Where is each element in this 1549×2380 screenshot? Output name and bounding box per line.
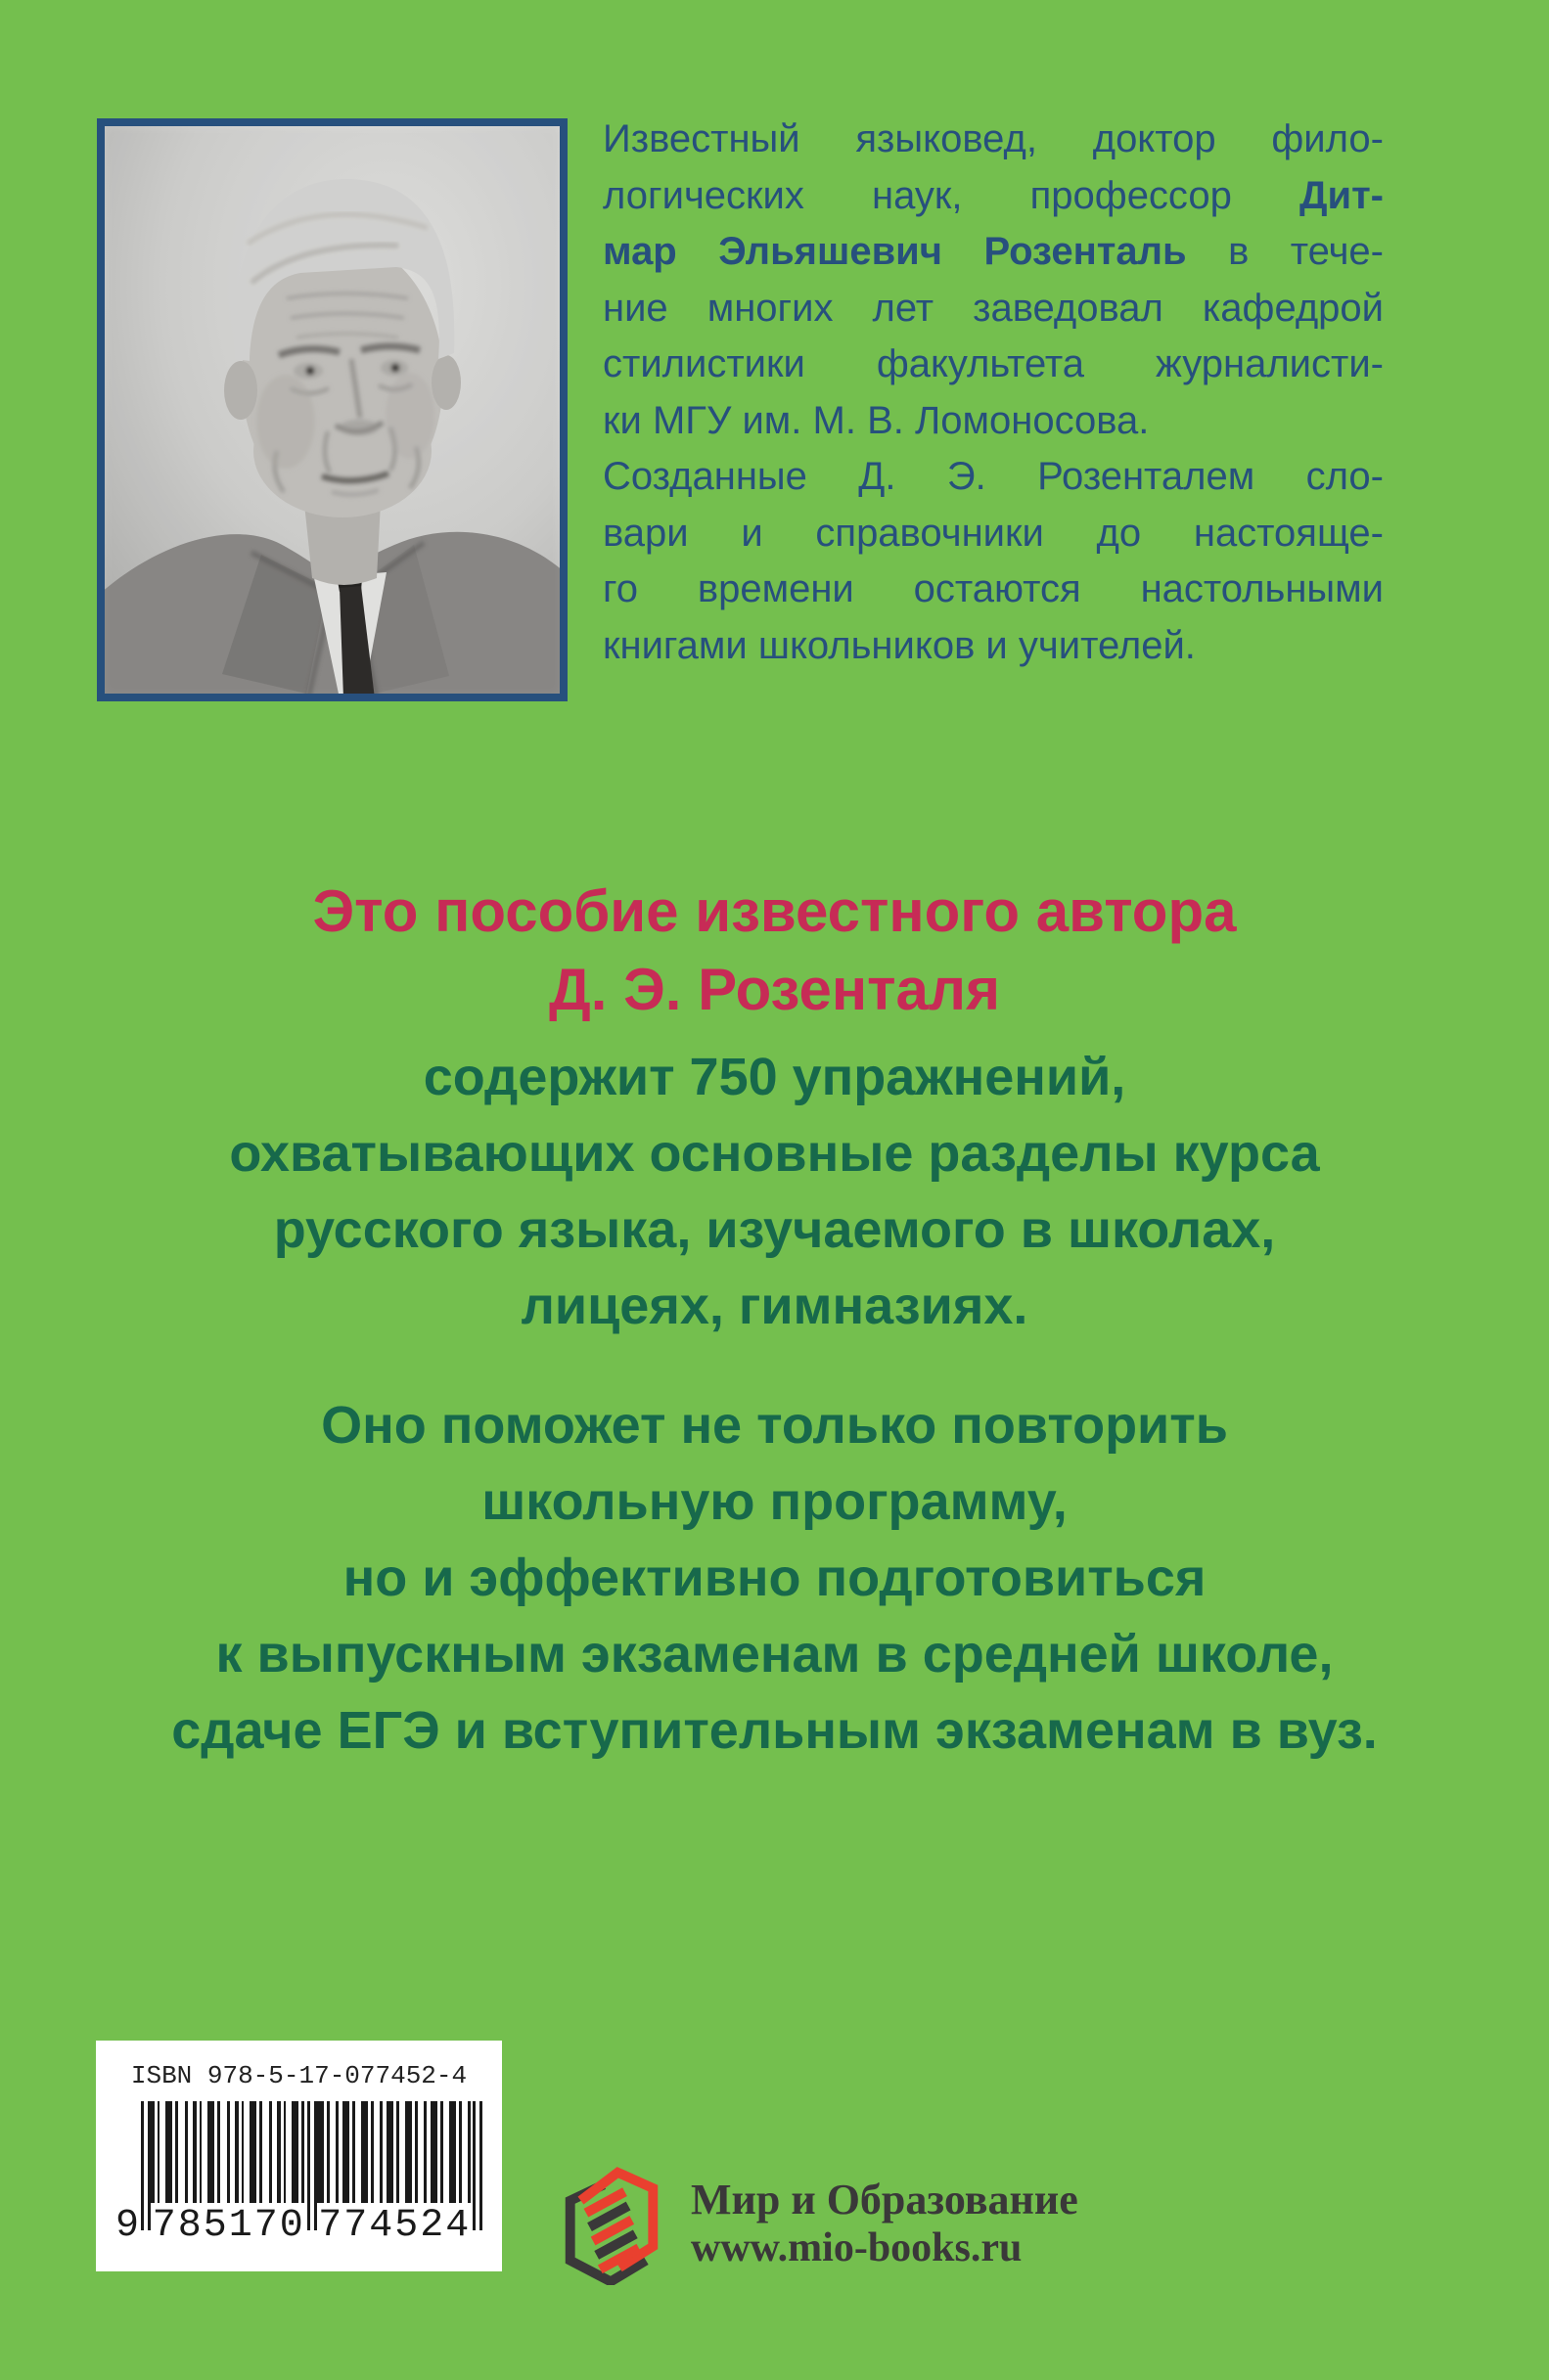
about-line [603,224,1384,281]
ean-digits-2: 774524 [318,2204,472,2248]
barcode-panel [96,2041,502,2271]
about-line [603,393,1384,450]
about-line [603,618,1384,675]
about-line [603,449,1384,506]
isbn-label: ISBN 978-5-17-077452-4 [130,2061,468,2090]
description-line: школьную программу, [481,1472,1068,1531]
ean-guard-right [473,2101,482,2230]
ean-digits-1: 785170 [152,2204,305,2248]
text-run: стилистики факультета журналисти- [603,342,1384,385]
text-run: книгами школьников и учителей. [603,623,1196,667]
description-line: но и эффективно подготовиться [342,1549,1207,1607]
ean-region-2 [317,2101,474,2246]
ean-first-digit: 9 [115,2204,140,2248]
description-line: сдаче ЕГЭ и вступительным экзаменам в вуз. [171,1701,1378,1760]
publisher-name: Мир и Образование [691,2176,1078,2223]
ean-guard-center [307,2101,317,2230]
about-line [603,168,1384,225]
highlight-heading [39,873,1510,1029]
description-line: лицеях, гимназиях. [521,1277,1028,1335]
text-run: в тече- [1186,230,1384,273]
description-line: Оно поможет не только повторить [321,1396,1228,1455]
publisher-logo [554,2162,1078,2285]
about-line [603,281,1384,337]
author-photo-image [105,126,560,694]
ean-guard-left [141,2101,151,2230]
ean-region-1 [151,2101,307,2246]
text-run: Созданные Д. Э. Розенталем сло- [603,455,1384,498]
about-line [603,506,1384,562]
text-run-bold: Дит- [1299,173,1384,217]
text-run: ние многих лет заведовал кафедрой [603,286,1384,330]
open-books-icon [554,2162,669,2285]
description-line: охватывающих основные разделы курса [229,1124,1320,1183]
text-run: логических наук, профессор [603,173,1299,217]
text-run-bold: мар Эльяшевич Розенталь [603,230,1187,273]
about-line [603,112,1384,168]
description-line: содержит 750 упражнений, [423,1048,1126,1106]
ean-bars-1 [151,2101,307,2203]
description-block-1 [29,1039,1520,1344]
about-line [603,337,1384,393]
ean-barcode [115,2101,482,2246]
description-line: русского языка, изучаемого в школах, [273,1200,1276,1259]
description-line: к выпускным экзаменам в средней школе, [215,1625,1334,1684]
text-run: ки МГУ им. М. В. Ломоносова. [603,398,1150,442]
about-line [603,561,1384,618]
author-photo [97,118,568,701]
ean-bars-2 [317,2101,474,2203]
about-author-text [603,112,1384,674]
text-run: го времени остаются настольными [603,567,1384,610]
publisher-text [691,2176,1078,2285]
highlight-line-2: Д. Э. Розенталя [548,957,1000,1022]
text-run: вари и справочники до настояще- [603,511,1384,555]
publisher-website: www.mio-books.ru [691,2225,1023,2270]
highlight-line-1: Это пособие известного автора [312,878,1237,944]
description-block-2 [29,1387,1520,1769]
text-run: Известный языковед, доктор фило- [603,117,1384,160]
